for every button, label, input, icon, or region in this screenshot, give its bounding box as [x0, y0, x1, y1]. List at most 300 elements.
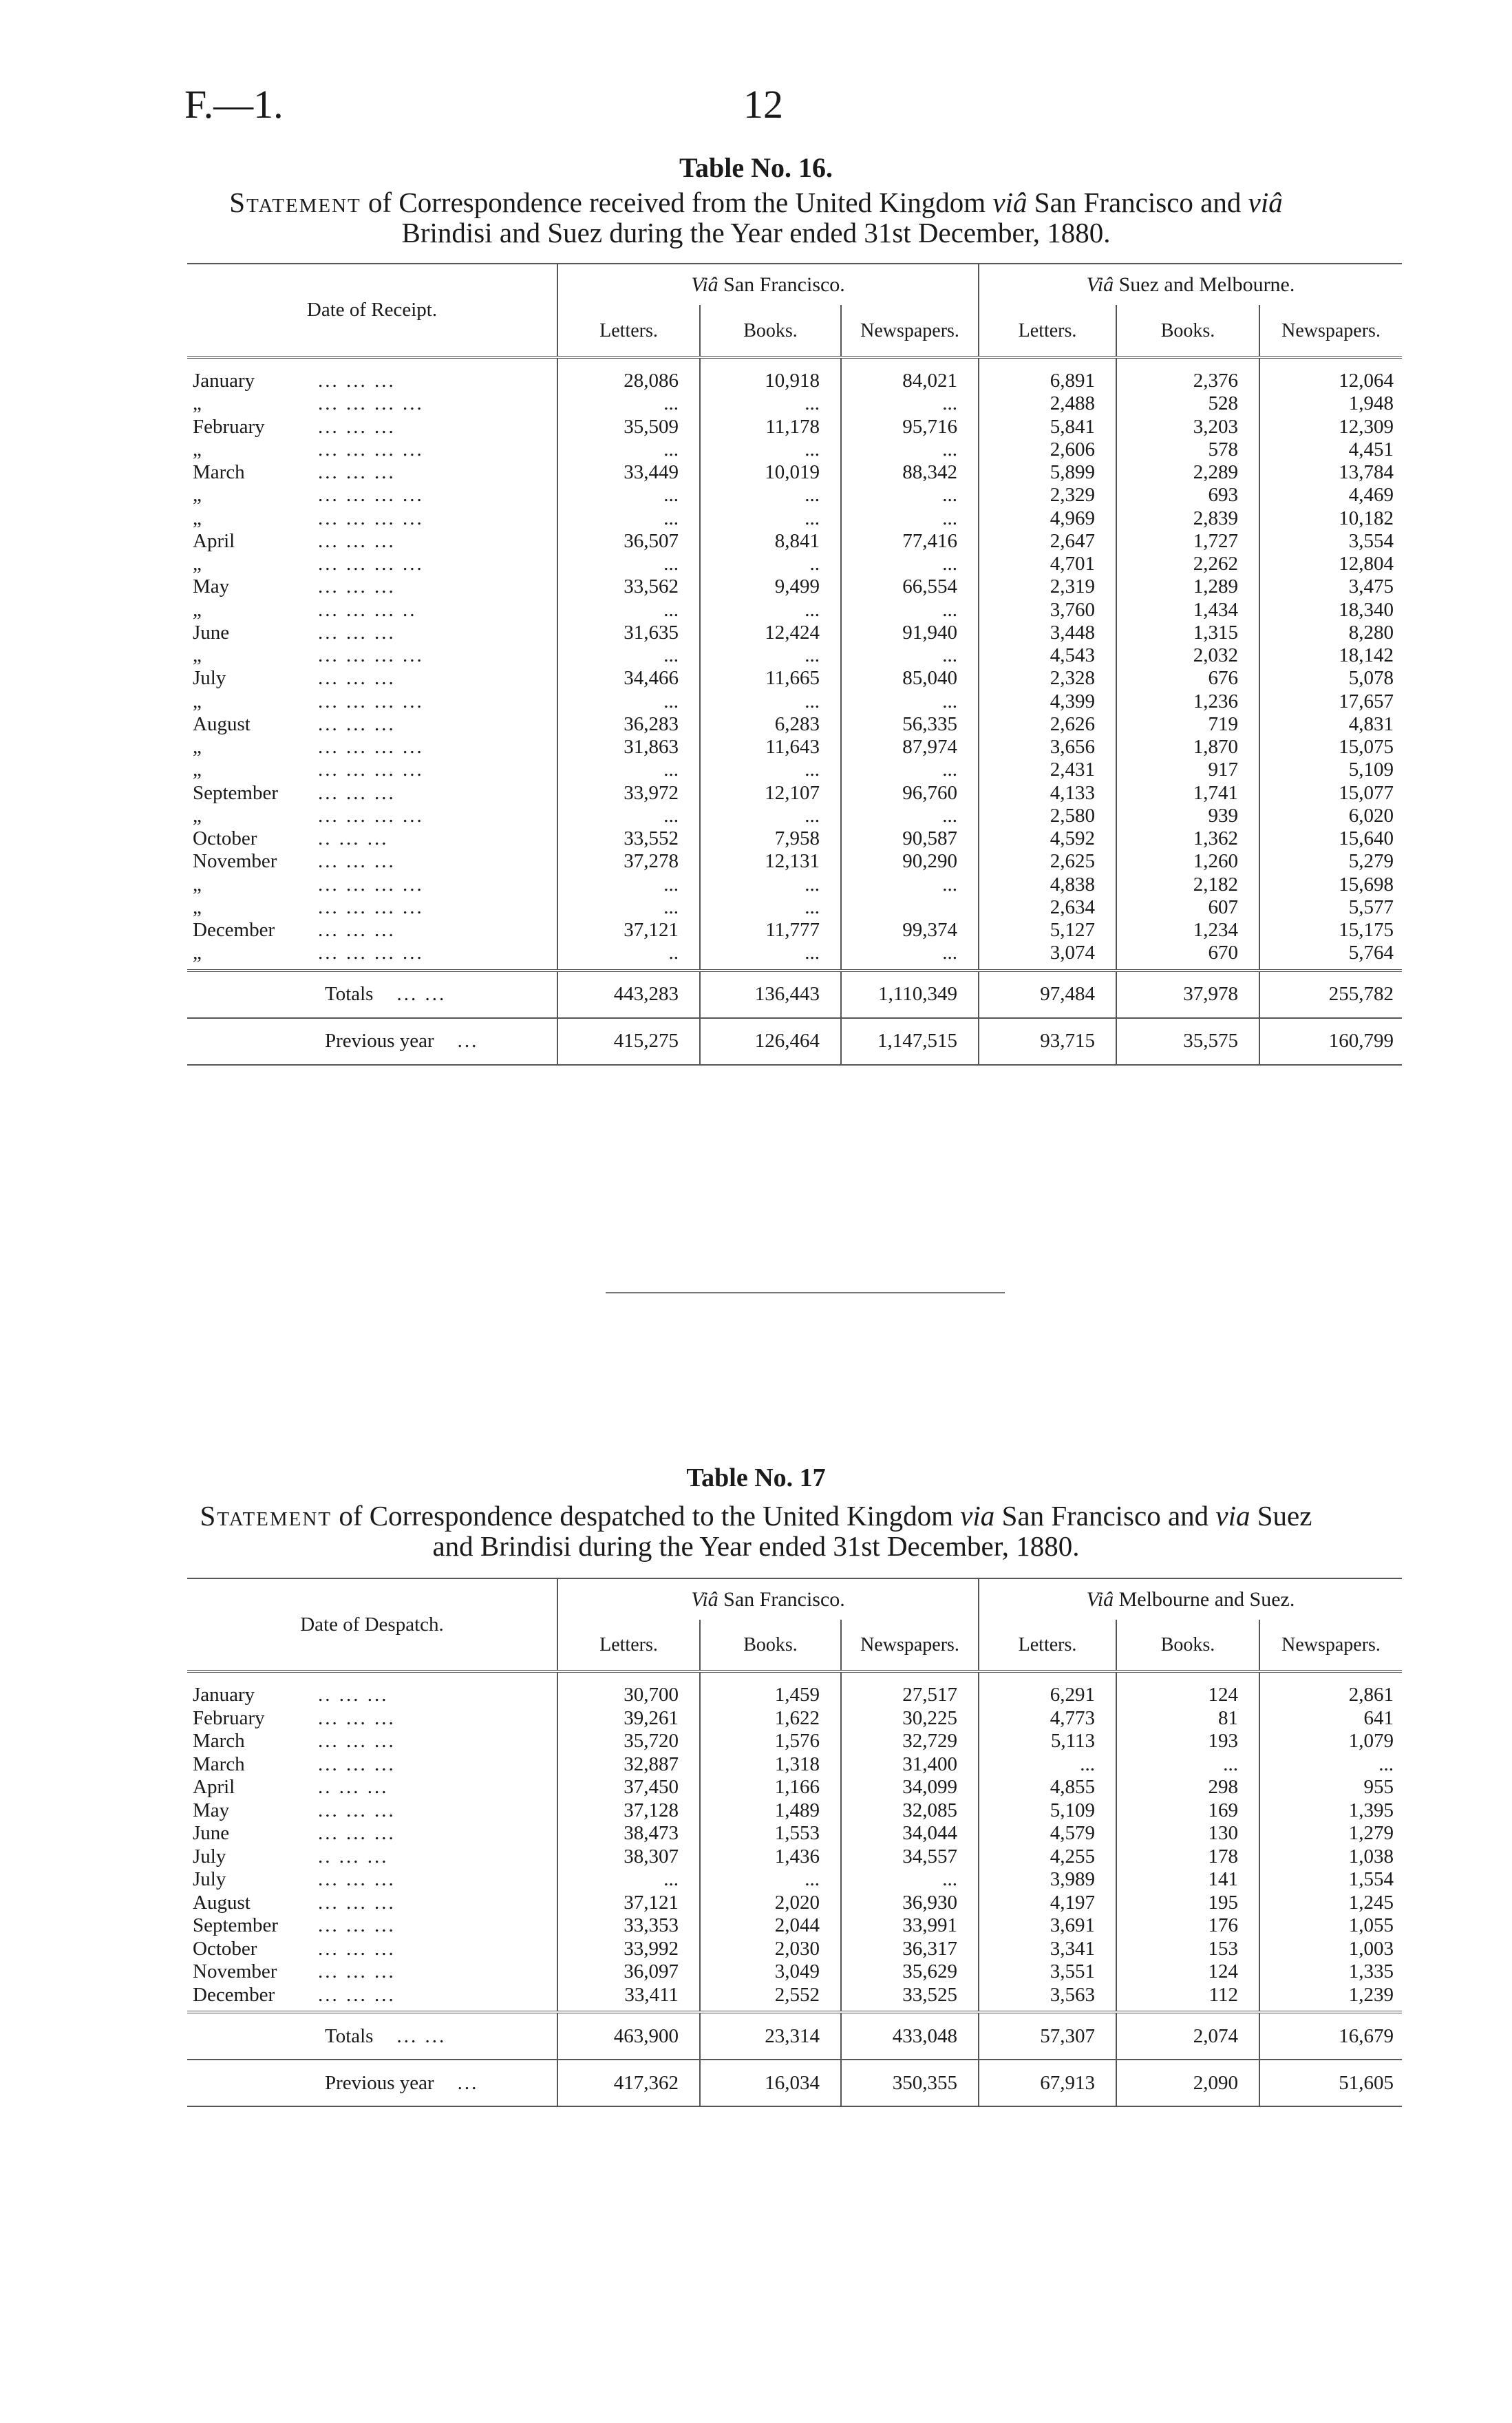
table17-totals-row: [187, 2012, 1402, 2060]
table16-cell: 33,972: [557, 782, 700, 805]
table16-cell: 4,399: [979, 690, 1116, 713]
table17-cell: 33,992: [557, 1938, 700, 1961]
table17-statement-via-1: via: [960, 1500, 995, 1532]
table17-cell: 169: [1116, 1799, 1259, 1823]
table16-cell: 3,760: [979, 599, 1116, 622]
table16-cell: 5,577: [1259, 896, 1402, 919]
table16-cell: 8,841: [700, 530, 841, 553]
table16-cell: 84,021: [841, 370, 979, 392]
table16-cell: 4,451: [1259, 438, 1402, 461]
table17-row-leader: ... ... ...: [318, 1914, 396, 1937]
table16-row: [187, 805, 1402, 827]
table16-cell: 1,434: [1116, 599, 1259, 622]
table17-row-month: October: [193, 1937, 257, 1960]
table16-row: [187, 416, 1402, 438]
table16-cell: ...: [700, 690, 841, 713]
table17-row-leader: ... ... ...: [318, 1706, 396, 1729]
table16-row-leader: ... ... ... ...: [318, 507, 424, 529]
table17-cell: 32,887: [557, 1753, 700, 1777]
table16-cell: ...: [841, 942, 979, 964]
table17-cell: 1,576: [700, 1730, 841, 1753]
table16-cell: 36,507: [557, 530, 700, 553]
table16-row-leader: ... ... ... ..: [318, 598, 417, 621]
table17-previous-label: Previous year: [325, 2071, 434, 2094]
table16-totals-label-cell: [304, 971, 557, 1018]
table16-cell: 33,449: [557, 461, 700, 484]
table16-row: [187, 507, 1402, 530]
table16-cell: 939: [1116, 805, 1259, 827]
table16-cell: ...: [557, 599, 700, 622]
table16-statement-text-2: San Francisco and: [1027, 187, 1248, 218]
table16-cell: 4,133: [979, 782, 1116, 805]
table16-cell: 15,075: [1259, 736, 1402, 759]
table16-totals-cell: 255,782: [1259, 971, 1402, 1018]
table16-statement-via-2: viâ: [1248, 187, 1283, 218]
table16-row-month: „: [193, 598, 202, 621]
table16-row-leader: ... ... ...: [318, 529, 396, 552]
table16-cell: 10,918: [700, 370, 841, 392]
table16-previous-row: [187, 1018, 1402, 1065]
table17-cell: 3,551: [979, 1960, 1116, 1984]
table16: [187, 263, 1402, 1066]
table17-cell: 1,038: [1259, 1845, 1402, 1869]
table16-cell: ...: [841, 805, 979, 827]
table16-row-month: „: [193, 896, 202, 918]
table17-row: [187, 1707, 1402, 1731]
table17-previous-cell: 16,034: [700, 2060, 841, 2106]
table16-cell: 2,580: [979, 805, 1116, 827]
table16-cell: 35,509: [557, 416, 700, 438]
table16-row-leader: ... ... ...: [318, 575, 396, 598]
table16-cell: 91,940: [841, 622, 979, 644]
table16-row: [187, 896, 1402, 919]
table16-cell: 56,335: [841, 713, 979, 736]
table16-statement-via-1: viâ: [992, 187, 1027, 218]
table16-cell: 3,656: [979, 736, 1116, 759]
table16-row: [187, 461, 1402, 484]
table17-cell: 1,245: [1259, 1892, 1402, 1915]
table16-row-leader: ... ... ...: [318, 781, 396, 804]
table17-title: Table No. 17: [686, 1463, 826, 1492]
table16-cell: ...: [841, 484, 979, 507]
table17-cell: 33,991: [841, 1914, 979, 1938]
table16-row-month: „: [193, 736, 202, 759]
table16-cell: ...: [557, 874, 700, 896]
table17-cell: 3,563: [979, 1984, 1116, 2007]
table17-cell: 37,121: [557, 1892, 700, 1915]
table16-row-leader: ... ... ...: [318, 621, 396, 644]
table16-row-leader: ... ... ... ...: [318, 804, 424, 827]
table16-cell: 33,562: [557, 575, 700, 598]
table16-row-month: March: [193, 461, 245, 484]
table17-cell: 178: [1116, 1845, 1259, 1869]
table16-row: [187, 942, 1402, 964]
table16-totals-cell: 136,443: [700, 971, 841, 1018]
table17-cell: 3,049: [700, 1960, 841, 1984]
table16-group-suez-via: Viâ: [1086, 273, 1114, 296]
table17-group-melb-via: Viâ: [1086, 1588, 1114, 1611]
table17-row-month: August: [193, 1891, 251, 1914]
table17-totals-cell: 433,048: [841, 2012, 979, 2060]
table17-cell: 5,109: [979, 1799, 1116, 1823]
table17-row: [187, 1753, 1402, 1777]
table16-cell: 5,109: [1259, 759, 1402, 781]
table16-cell: ...: [700, 896, 841, 919]
table17-row-leader: ... ... ...: [318, 1937, 396, 1960]
table16-row: [187, 438, 1402, 461]
table16-row-leader: .. ... ...: [318, 827, 389, 850]
table16-row: [187, 622, 1402, 644]
table17-cell: 1,079: [1259, 1730, 1402, 1753]
table16-cell: 18,340: [1259, 599, 1402, 622]
table16-row: [187, 827, 1402, 850]
table16-cell: 2,328: [979, 667, 1116, 690]
table17-row: [187, 1868, 1402, 1892]
table17-cell: 33,411: [557, 1984, 700, 2007]
table16-cell: 528: [1116, 392, 1259, 415]
table16-totals-label: Totals: [325, 983, 374, 1005]
table16-cell: 3,475: [1259, 575, 1402, 598]
table17-row-month: June: [193, 1822, 230, 1845]
table17-row-month: March: [193, 1730, 245, 1753]
table17: [187, 1578, 1402, 2107]
table17-row-leader: .. ... ...: [318, 1776, 389, 1799]
table17-previous-cell: 51,605: [1259, 2060, 1402, 2106]
table16-cell: 18,142: [1259, 644, 1402, 667]
table16-cell: ...: [700, 392, 841, 415]
table17-cell: 34,099: [841, 1776, 979, 1799]
table17-cell: 5,113: [979, 1730, 1116, 1753]
table17-row-leader: ... ... ...: [318, 1960, 396, 1983]
table16-group-header-sf: [557, 264, 979, 305]
table16-cell: 12,309: [1259, 416, 1402, 438]
table17-previous-label-cell: [304, 2060, 557, 2106]
table17-cell: ...: [700, 1868, 841, 1892]
table17-column-header: Newspapers.: [1259, 1620, 1402, 1671]
table17-totals-leader: ... ...: [396, 2024, 447, 2047]
table16-cell: 31,635: [557, 622, 700, 644]
table16-row-month: July: [193, 667, 226, 690]
table16-cell: 6,020: [1259, 805, 1402, 827]
table16-cell: 12,424: [700, 622, 841, 644]
table17-cell: 30,225: [841, 1707, 979, 1731]
table17-cell: 1,489: [700, 1799, 841, 1823]
table17-previous-leader: ...: [457, 2071, 479, 2094]
table16-row-month: „: [193, 690, 202, 712]
table17-row-leader: ... ... ...: [318, 1891, 396, 1914]
table16-cell: 5,764: [1259, 942, 1402, 964]
table16-cell: 2,634: [979, 896, 1116, 919]
table17-statement: [0, 1501, 1512, 1561]
table16-cell: 1,236: [1116, 690, 1259, 713]
table16-row-leader: ... ... ... ...: [318, 896, 424, 918]
table17-group-melb-label: Melbourne and Suez.: [1114, 1588, 1295, 1611]
table16-cell: ...: [700, 507, 841, 530]
table17-cell: 1,395: [1259, 1799, 1402, 1823]
table16-cell: 4,701: [979, 553, 1116, 575]
table16-row-leader: ... ... ...: [318, 919, 396, 942]
table16-cell: 2,032: [1116, 644, 1259, 667]
table16-cell: ...: [841, 438, 979, 461]
table16-cell: 85,040: [841, 667, 979, 690]
table16-previous-cell: 35,575: [1116, 1018, 1259, 1065]
table17-cell: 39,261: [557, 1707, 700, 1731]
table17-row-month: December: [193, 1983, 275, 2006]
table16-cell: 670: [1116, 942, 1259, 964]
table16-row-leader: ... ... ...: [318, 667, 396, 690]
table16-row: [187, 850, 1402, 873]
table17-cell: 36,097: [557, 1960, 700, 1984]
table17-cell: 37,450: [557, 1776, 700, 1799]
table17-row-leader: ... ... ...: [318, 1799, 396, 1821]
table17-previous-cell: 67,913: [979, 2060, 1116, 2106]
table16-cell: 5,841: [979, 416, 1116, 438]
table17-cell: 27,517: [841, 1684, 979, 1707]
table16-cell: 36,283: [557, 713, 700, 736]
table16-row-month: „: [193, 759, 202, 781]
table16-row: [187, 553, 1402, 575]
table17-cell: 31,400: [841, 1753, 979, 1777]
table16-cell: ...: [557, 507, 700, 530]
table16-row: [187, 484, 1402, 507]
table17-cell: 641: [1259, 1707, 1402, 1731]
table16-cell: 12,064: [1259, 370, 1402, 392]
table17-totals-cell: 57,307: [979, 2012, 1116, 2060]
table16-cell: ...: [557, 644, 700, 667]
table16-cell: 12,804: [1259, 553, 1402, 575]
table17-cell: 1,166: [700, 1776, 841, 1799]
table17-cell: 33,353: [557, 1914, 700, 1938]
table16-column-header: Newspapers.: [1259, 305, 1402, 357]
table16-row-leader: ... ... ... ...: [318, 873, 424, 896]
table17-totals-cell: 23,314: [700, 2012, 841, 2060]
table17-totals-cell: 2,074: [1116, 2012, 1259, 2060]
table16-totals-cell: 443,283: [557, 971, 700, 1018]
table16-row-month: May: [193, 575, 230, 598]
table17-row: [187, 1684, 1402, 1707]
table16-group-suez-label: Suez and Melbourne.: [1114, 273, 1295, 296]
table17-totals-label: Totals: [325, 2024, 374, 2047]
table16-date-header: Date of Receipt.: [187, 264, 557, 357]
table16-cell: 6,283: [700, 713, 841, 736]
table16-cell: 3,203: [1116, 416, 1259, 438]
table16-group-sf-via: Viâ: [691, 273, 718, 296]
table17-cell: 30,700: [557, 1684, 700, 1707]
table17-cell: 81: [1116, 1707, 1259, 1731]
table17-cell: 176: [1116, 1914, 1259, 1938]
table17-totals-label-cell: [304, 2012, 557, 2060]
table17-row-month: July: [193, 1868, 226, 1891]
table16-previous-cell: 126,464: [700, 1018, 841, 1065]
table16-cell: 96,760: [841, 782, 979, 805]
table16-cell: 4,969: [979, 507, 1116, 530]
table16-row: [187, 919, 1402, 942]
table16-cell: 607: [1116, 896, 1259, 919]
table17-cell: ...: [1259, 1753, 1402, 1777]
table16-row-month: „: [193, 438, 202, 461]
table16-cell: 11,777: [700, 919, 841, 942]
table16-cell: ...: [557, 484, 700, 507]
table17-row-month: March: [193, 1753, 245, 1775]
table17-cell: 38,473: [557, 1822, 700, 1845]
table16-totals-row: [187, 971, 1402, 1018]
table17-cell: 2,552: [700, 1984, 841, 2007]
table16-cell: ...: [841, 759, 979, 781]
table17-statement-text-3: Suez: [1250, 1500, 1312, 1532]
table16-row-month: „: [193, 484, 202, 507]
table16-cell: 10,019: [700, 461, 841, 484]
table17-cell: 1,554: [1259, 1868, 1402, 1892]
table17-cell: 36,930: [841, 1892, 979, 1915]
table16-column-header: Letters.: [979, 305, 1116, 357]
table17-row-month: April: [193, 1776, 235, 1799]
table16-cell: ..: [557, 942, 700, 964]
table17-row-leader: .. ... ...: [318, 1845, 389, 1867]
table17-cell: 1,279: [1259, 1822, 1402, 1845]
table16-column-header: Letters.: [557, 305, 700, 357]
table17-cell: 37,128: [557, 1799, 700, 1823]
table17-cell: 1,003: [1259, 1938, 1402, 1961]
table16-row-month: „: [193, 873, 202, 896]
table16-cell: ...: [700, 438, 841, 461]
table16-row-leader: ... ... ... ...: [318, 438, 424, 461]
table16-cell: ...: [700, 805, 841, 827]
table16-cell: 2,289: [1116, 461, 1259, 484]
table16-previous-leader: ...: [457, 1030, 479, 1052]
table17-group-sf-label: San Francisco.: [718, 1588, 845, 1611]
table17-group-header-sf: [557, 1578, 979, 1620]
table16-cell: [841, 896, 979, 919]
table16-totals-cell: 1,110,349: [841, 971, 979, 1018]
table17-row: [187, 1892, 1402, 1915]
table16-row-month: October: [193, 827, 257, 850]
table17-totals-cell: 16,679: [1259, 2012, 1402, 2060]
table17-row: [187, 1960, 1402, 1984]
table17-row-month: September: [193, 1914, 279, 1937]
table16-cell: 4,831: [1259, 713, 1402, 736]
table16-row-leader: ... ... ... ...: [318, 484, 424, 507]
table16-cell: ...: [841, 553, 979, 575]
table16-cell: 15,698: [1259, 874, 1402, 896]
table17-date-header: Date of Despatch.: [187, 1578, 557, 1671]
table17-row-leader: .. ... ...: [318, 1684, 389, 1706]
table17-row: [187, 1845, 1402, 1869]
table17-cell: 2,044: [700, 1914, 841, 1938]
table17-cell: 141: [1116, 1868, 1259, 1892]
table16-cell: 99,374: [841, 919, 979, 942]
table17-cell: 32,085: [841, 1799, 979, 1823]
table16-cell: 2,376: [1116, 370, 1259, 392]
table16-cell: 2,626: [979, 713, 1116, 736]
table17-cell: 130: [1116, 1822, 1259, 1845]
table16-row-leader: ... ... ...: [318, 712, 396, 735]
table16-row-month: „: [193, 507, 202, 529]
table17-row: [187, 1822, 1402, 1845]
table16-statement-text-1: of Correspondence received from the United Kingdom: [361, 187, 993, 218]
table17-row: [187, 1730, 1402, 1753]
table17-cell: 32,729: [841, 1730, 979, 1753]
table17-row: [187, 1984, 1402, 2007]
table17-column-header: Books.: [1116, 1620, 1259, 1671]
table16-previous-label-cell: [304, 1018, 557, 1065]
table16-cell: ...: [557, 896, 700, 919]
table16-cell: 1,234: [1116, 919, 1259, 942]
table16-column-header: Newspapers.: [841, 305, 979, 357]
table17-statement-lead: Statement: [200, 1500, 332, 1532]
table17-cell: ...: [841, 1868, 979, 1892]
table17-statement-text-4: and Brindisi during the Year ended 31st December, 1880.: [432, 1530, 1080, 1562]
table16-cell: 1,289: [1116, 575, 1259, 598]
table16-cell: 10,182: [1259, 507, 1402, 530]
table17-row-leader: ... ... ...: [318, 1983, 396, 2006]
table17-cell: 2,020: [700, 1892, 841, 1915]
table16-cell: 9,499: [700, 575, 841, 598]
table17-totals-cell: 463,900: [557, 2012, 700, 2060]
table16-group-sf-label: San Francisco.: [718, 273, 845, 296]
table16-cell: ...: [700, 484, 841, 507]
table17-group-sf-via: Viâ: [691, 1588, 718, 1611]
table16-cell: ...: [841, 874, 979, 896]
table17-cell: 1,553: [700, 1822, 841, 1845]
table17-previous-cell: 350,355: [841, 2060, 979, 2106]
table16-cell: ...: [557, 759, 700, 781]
table16-title: Table No. 16.: [679, 152, 833, 183]
table17-column-header: Newspapers.: [841, 1620, 979, 1671]
table17-row: [187, 1914, 1402, 1938]
table16-cell: ...: [557, 392, 700, 415]
table16-cell: 12,131: [700, 850, 841, 873]
table17-statement-text-2: San Francisco and: [994, 1500, 1216, 1532]
table16-cell: ...: [841, 690, 979, 713]
table16-cell: 2,625: [979, 850, 1116, 873]
table16-cell: ...: [841, 644, 979, 667]
table16-row-month: September: [193, 781, 279, 804]
table16-cell: 7,958: [700, 827, 841, 850]
table16-cell: ...: [841, 392, 979, 415]
table16-cell: 676: [1116, 667, 1259, 690]
table16-previous-label: Previous year: [325, 1030, 434, 1052]
table17-row-leader: ... ... ...: [318, 1730, 396, 1753]
table16-cell: 2,488: [979, 392, 1116, 415]
table17-cell: 4,773: [979, 1707, 1116, 1731]
table17-row-leader: ... ... ...: [318, 1868, 396, 1891]
table16-cell: 2,329: [979, 484, 1116, 507]
table16-previous-cell: 93,715: [979, 1018, 1116, 1065]
table17-cell: 1,239: [1259, 1984, 1402, 2007]
table16-cell: 2,647: [979, 530, 1116, 553]
table17-column-header: Books.: [700, 1620, 841, 1671]
table16-cell: ...: [557, 805, 700, 827]
table16-cell: 37,121: [557, 919, 700, 942]
table16-cell: 6,891: [979, 370, 1116, 392]
table16-cell: ..: [700, 553, 841, 575]
table16-cell: 3,554: [1259, 530, 1402, 553]
table16-cell: 11,178: [700, 416, 841, 438]
table16-previous-cell: 415,275: [557, 1018, 700, 1065]
table16-cell: 15,175: [1259, 919, 1402, 942]
table17-cell: 124: [1116, 1684, 1259, 1707]
table17-cell: 38,307: [557, 1845, 700, 1869]
table16-cell: 2,262: [1116, 553, 1259, 575]
table16-cell: 4,469: [1259, 484, 1402, 507]
table17-column-header: Letters.: [557, 1620, 700, 1671]
table16-totals-cell: 37,978: [1116, 971, 1259, 1018]
table16-row-leader: ... ... ... ...: [318, 690, 424, 712]
table16-row-leader: ... ... ...: [318, 415, 396, 438]
table16-cell: 1,741: [1116, 782, 1259, 805]
table16-cell: ...: [557, 553, 700, 575]
table16-cell: ...: [700, 759, 841, 781]
